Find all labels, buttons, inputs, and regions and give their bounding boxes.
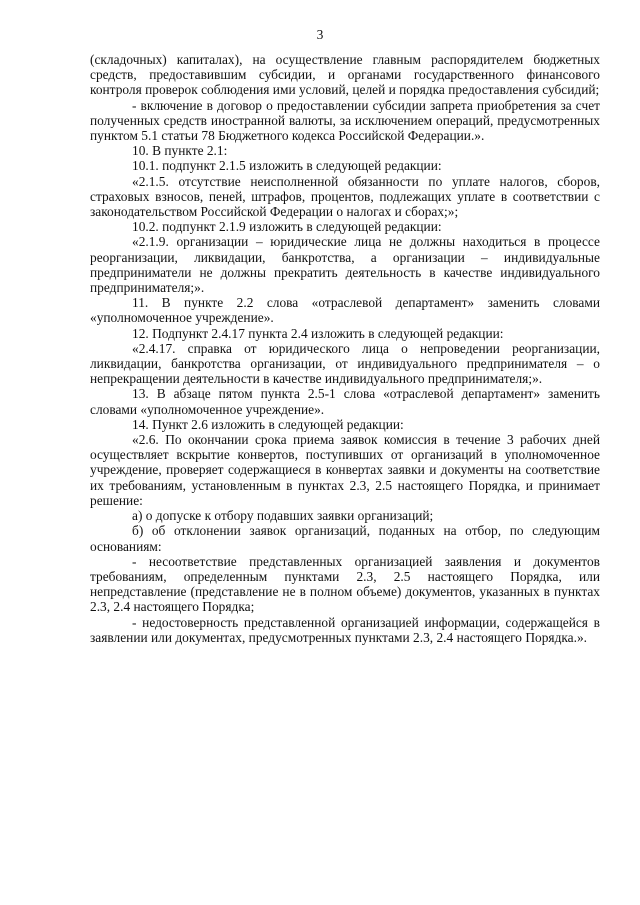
paragraph-item-10-2: 10.2. подпункт 2.1.9 изложить в следующей редакции: [132, 219, 442, 235]
page-number: 3 [316, 27, 324, 42]
paragraph-continuation-subsidy-control: (складочных) капиталах), на осуществление главным распорядителем бюджетных средств, предоставившим субсидии, и органами государственного финансового контроля проверок соблюдения ими условий, целей и порядка предоставления субсидий; [90, 52, 600, 98]
paragraph-ground-inaccuracy: - недостоверность представленной организацией информации, содержащейся в заявлении или документах, предусмотренных пунктами 2.3, 2.4 настоящего Порядка.». [90, 614, 600, 645]
paragraph-item-12: 12. Подпункт 2.4.17 пункта 2.4 изложить в следующей редакции: [132, 325, 504, 341]
paragraph-item-13: 13. В абзаце пятом пункта 2.5-1 слова «отраслевой департамент» заменить словами «уполномоченное учреждение». [90, 386, 600, 417]
document-body [90, 52, 600, 645]
paragraph-ground-noncompliance: - несоответствие представленных организацией заявления и документов требованиям, определенным пунктами 2.3, 2.5 настоящего Порядка, или непредставление (представление не в полном объеме) документов, указанных в пунктах 2.3, 2.4 настоящего Порядка; [90, 553, 600, 615]
paragraph-currency-ban: - включение в договор о предоставлении субсидии запрета приобретения за счет полученных средств иностранной валюты, за исключением операций, предусмотренных пунктом 5.1 статьи 78 Бюджетного кодекса Российской Федерации.». [90, 97, 600, 144]
paragraph-option-b: б) об отклонении заявок организаций, поданных на отбор, по следующим основаниям: [90, 523, 600, 554]
paragraph-quote-2-6: «2.6. По окончании срока приема заявок комиссия в течение 3 рабочих дней осуществляет вскрытие конвертов, поступивших от организаций в уполномоченное учреждение, проверяет содержащиеся в конвертах заявки и документы на соответствие их требованиям, установленным в пунктах 2.3, 2.5 настоящего Порядка, и принимает решение: [90, 432, 600, 508]
paragraph-item-10: 10. В пункте 2.1: [132, 143, 228, 159]
paragraph-quote-2-4-17: «2.4.17. справка от юридического лица о непроведении реорганизации, ликвидации, банкротства организации, от индивидуального предпринимателя – о непрекращении деятельности в качестве индивидуального предпринимателя;». [90, 340, 600, 387]
paragraph-quote-2-1-9: «2.1.9. организации – юридические лица не должны находиться в процессе реорганизации, ликвидации, банкротства, а организации – индивидуальные предприниматели не должны прекратить деятельность в качестве индивидуального предпринимателя;». [90, 234, 600, 296]
paragraph-item-10-1: 10.1. подпункт 2.1.5 изложить в следующей редакции: [132, 158, 442, 174]
paragraph-item-14: 14. Пункт 2.6 изложить в следующей редакции: [132, 416, 404, 432]
paragraph-option-a: а) о допуске к отбору подавших заявки организаций; [132, 508, 434, 524]
paragraph-item-11: 11. В пункте 2.2 слова «отраслевой департамент» заменить словами «уполномоченное учреждение». [90, 295, 600, 326]
paragraph-quote-2-1-5: «2.1.5. отсутствие неисполненной обязанности по уплате налогов, сборов, страховых взносов, пеней, штрафов, процентов, подлежащих уплате в соответствии с законодательством Российской Федерации о налогах и сборах;»; [90, 173, 600, 220]
